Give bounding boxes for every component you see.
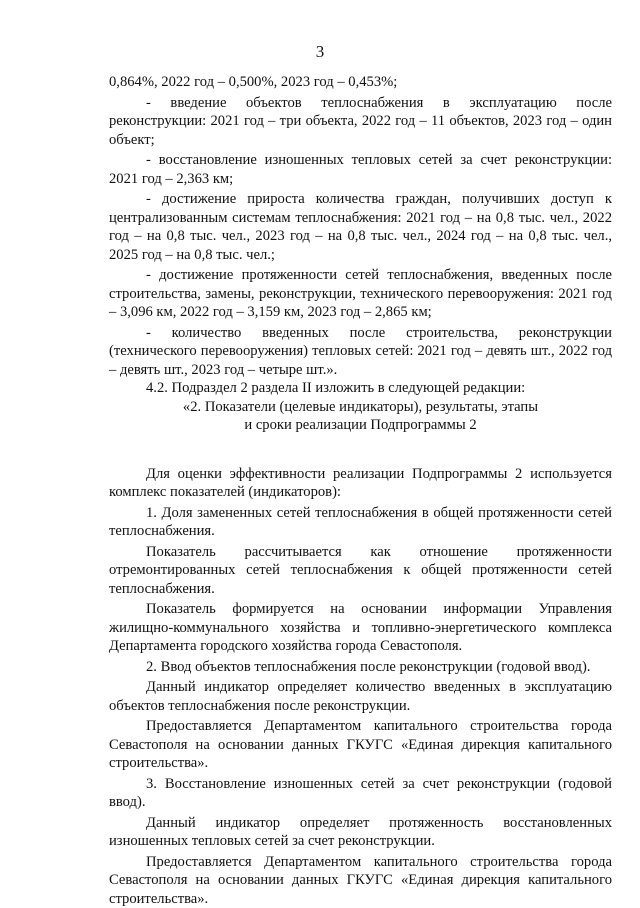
indicator-2-title: 2. Ввод объектов теплоснабжения после реконструкции (годовой ввод). [109,658,612,677]
indicator-3-title: 3. Восстановление изношенных сетей за счет реконструкции (годовой ввод). [109,775,612,812]
list-item-network-length: - достижение протяженности сетей теплоснабжения, введенных после строительства, замены, реконструкции, технического перевооружения: 2021 год – 3,096 км, 2022 год – 3,159 км, 2023 год – 2,865 км; [109,266,612,322]
indicator-3-definition: Данный индикатор определяет протяженность восстановленных изношенных тепловых сетей за счет реконструкции. [109,814,612,851]
document-body [109,73,612,908]
page-number: 3 [0,42,640,62]
indicator-2-definition: Данный индикатор определяет количество введенных в эксплуатацию объектов теплоснабжения после реконструкции. [109,678,612,715]
indicator-1-calculation: Показатель рассчитывается как отношение протяженности отремонтированных сетей теплоснабжения к общей протяженности сетей теплоснабжения. [109,543,612,599]
indicator-1-title: 1. Доля замененных сетей теплоснабжения в общей протяженности сетей теплоснабжения. [109,504,612,541]
list-item-network-count: - количество введенных после строительства, реконструкции (технического перевооружения) тепловых сетей: 2021 год – девять шт., 2022 год – девять шт., 2023 год – четыре шт.». [109,324,612,380]
section-heading-line-1: «2. Показатели (целевые индикаторы), результаты, этапы [109,398,612,417]
indicator-2-source: Предоставляется Департаментом капитального строительства города Севастополя на основании данных ГКУГС «Единая дирекция капитального строительства». [109,717,612,773]
body-intro: Для оценки эффективности реализации Подпрограммы 2 используется комплекс показателей (индикаторов): [109,465,612,502]
amendment-instruction: 4.2. Подраздел 2 раздела II изложить в следующей редакции: [109,379,612,398]
list-item-citizens-access: - достижение прироста количества граждан, получивших доступ к централизованным системам теплоснабжения: 2021 год – на 0,8 тыс. чел., 2022 год – на 0,8 тыс. чел., 2023 год – на 0,8 тыс. чел., 2024 год – на 0,8 тыс. чел., 2025 год – на 0,8 тыс. чел.; [109,190,612,264]
indicator-1-source: Показатель формируется на основании информации Управления жилищно-коммунального хозяйства и топливно-энергетического комплекса Департамента городского хозяйства города Севастополя. [109,600,612,656]
list-item-commissioning: - введение объектов теплоснабжения в эксплуатацию после реконструкции: 2021 год – три объекта, 2022 год – 11 объектов, 2023 год – один объект; [109,94,612,150]
paragraph-continuation: 0,864%, 2022 год – 0,500%, 2023 год – 0,453%; [109,73,612,92]
indicator-3-source: Предоставляется Департаментом капитального строительства города Севастополя на основании данных ГКУГС «Единая дирекция капитального строительства». [109,853,612,908]
section-heading-line-2: и сроки реализации Подпрограммы 2 [109,416,612,435]
list-item-restoration: - восстановление изношенных тепловых сетей за счет реконструкции: 2021 год – 2,363 км; [109,151,612,188]
